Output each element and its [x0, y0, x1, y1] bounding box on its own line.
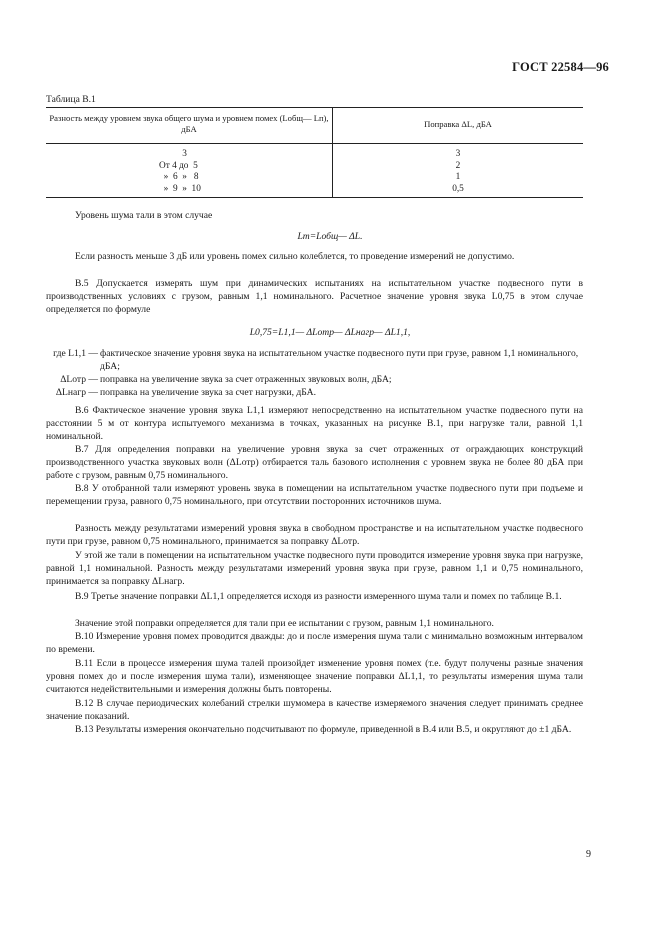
- paragraph-b12: В.12 В случае периодических колебаний стрелки шумомера в качестве измеряемого значения следует принимать среднее значение показаний.: [46, 698, 583, 723]
- definition-text: поправка на увеличение звука за счет отраженных звуковых волн, дБА;: [100, 374, 392, 386]
- paragraph-b8-load: У этой же тали в помещении на испытательном участке подвесного пути проводится измерение уровня звука при нагрузке, равной 1,1 номинальной. Разность между результатами измерений уровня звука при грузе, равном 1,1 и 0,75 номинального, принимается за поправку ΔLнагр.: [46, 550, 583, 588]
- table-cell-correction: 3: [455, 149, 461, 159]
- definition-l-load: [46, 386, 583, 399]
- paragraph-b9-value: Значение этой поправки определяется для тали при ее испытании с грузом, равным 1,1 номинального.: [75, 618, 494, 629]
- formula-design-level: L0,75=L1,1— ΔLотр— ΔLнагр— ΔL1,1,: [249, 327, 411, 338]
- definition-l-reflected: [46, 373, 583, 386]
- paragraph-b11: В.11 Если в процессе измерения шума талей произойдет изменение уровня помех (т.е. будут получены разные значения уровня помех до и после измерения шума тали), изменяющее значение поправки ΔL1,1, то результаты измерения шума тали считаются недействительными и измерения должны быть повторены.: [46, 658, 583, 696]
- table-header-correction: Поправка ΔL, дБА: [333, 108, 584, 144]
- table-cell-difference: » 6 » 8: [159, 172, 199, 182]
- table-cell-correction: 2: [455, 160, 461, 171]
- standard-designation: ГОСТ 22584—96: [512, 60, 609, 74]
- definition-text: фактическое значение уровня звука на испытательном участке подвесного пути при грузе, равном 1,1 номинального, дБА;: [100, 348, 579, 373]
- paragraph-b13: В.13 Результаты измерения окончательно подсчитывают по формуле, приведенной в В.4 или В.5, и округляют до ±1 дБА.: [75, 724, 572, 735]
- paragraph-b10: В.10 Измерение уровня помех проводится дважды: до и после измерения шума тали с минимально возможным интервалом по времени.: [46, 631, 583, 656]
- table-row: [46, 161, 583, 173]
- table-cell-difference: 3: [159, 149, 187, 159]
- definition-symbol: ΔLотр —: [60, 374, 98, 386]
- paragraph-b8: В.8 У отобранной тали измеряют уровень звука в помещении на испытательном участке подвесного пути при подъеме и перемещении груза, равного 0,75 номинального, при отсутствии посторонних источников шума.: [46, 483, 583, 508]
- definition-symbol: где L1,1 —: [53, 348, 98, 359]
- table-row: [46, 172, 583, 184]
- formula-noise-level: Lт=Lобщ— ΔL.: [297, 231, 363, 242]
- correction-table: [46, 107, 583, 198]
- table-cell-correction: 0,5: [333, 184, 584, 198]
- table-cell-difference: » 9 » 10: [159, 183, 201, 194]
- paragraph-b9: В.9 Третье значение поправки ΔL1,1 определяется исходя из разности измеренного шума тали и помех по таблице В.1.: [75, 591, 562, 602]
- paragraph-level-intro: Уровень шума тали в этом случае: [75, 210, 213, 221]
- table-row: [46, 184, 583, 198]
- table-cell-difference: От 4 до 5: [159, 160, 198, 171]
- paragraph-b7: В.7 Для определения поправки на увеличение уровня звука за счет отраженных от ограждающих конструкций производственного участка звуковых волн (ΔLотр) отбирается таль базового исполнения с уровнем звука не более 80 дБА при работе с грузом, равным 0,75 номинального.: [46, 444, 583, 482]
- definition-text: поправка на увеличение звука за счет нагрузки, дБА.: [100, 387, 316, 399]
- table-cell-correction: 1: [455, 172, 461, 182]
- paragraph-b5: В.5 Допускается измерять шум при динамических испытаниях на испытательном участке подвесного пути в производственных условиях с грузом, равным 1,1 номинального. Расчетное значение уровня звука L0,75 в этом случае определяется по формуле: [46, 278, 583, 316]
- table-row: [46, 144, 583, 161]
- table-caption: Таблица В.1: [46, 94, 96, 105]
- definition-symbol: ΔLнагр —: [55, 387, 98, 399]
- paragraph-not-allowed: Если разность меньше 3 дБ или уровень помех сильно колеблется, то проведение измерений не допустимо.: [75, 251, 515, 262]
- symbol-definitions: [46, 347, 583, 399]
- paragraph-b6: В.6 Фактическое значение уровня звука L1,1 измеряют непосредственно на испытательном участке подвесного пути на расстоянии 5 м от контура испытуемого механизма в точках, указанных на рисунке В.1, при нагрузке тали, равной 1,1 номинальной.: [46, 405, 583, 443]
- paragraph-b8-difference: Разность между результатами измерений уровня звука в свободном пространстве и на испытательном участке подвесного пути при грузе, равном 0,75 номинального, принимается за поправку ΔLотр.: [46, 523, 583, 548]
- definition-l11: [46, 347, 583, 373]
- page-number: 9: [586, 849, 591, 860]
- table-header-difference: Разность между уровнем звука общего шума и уровнем помех (Lобщ— Lп), дБА: [46, 108, 333, 144]
